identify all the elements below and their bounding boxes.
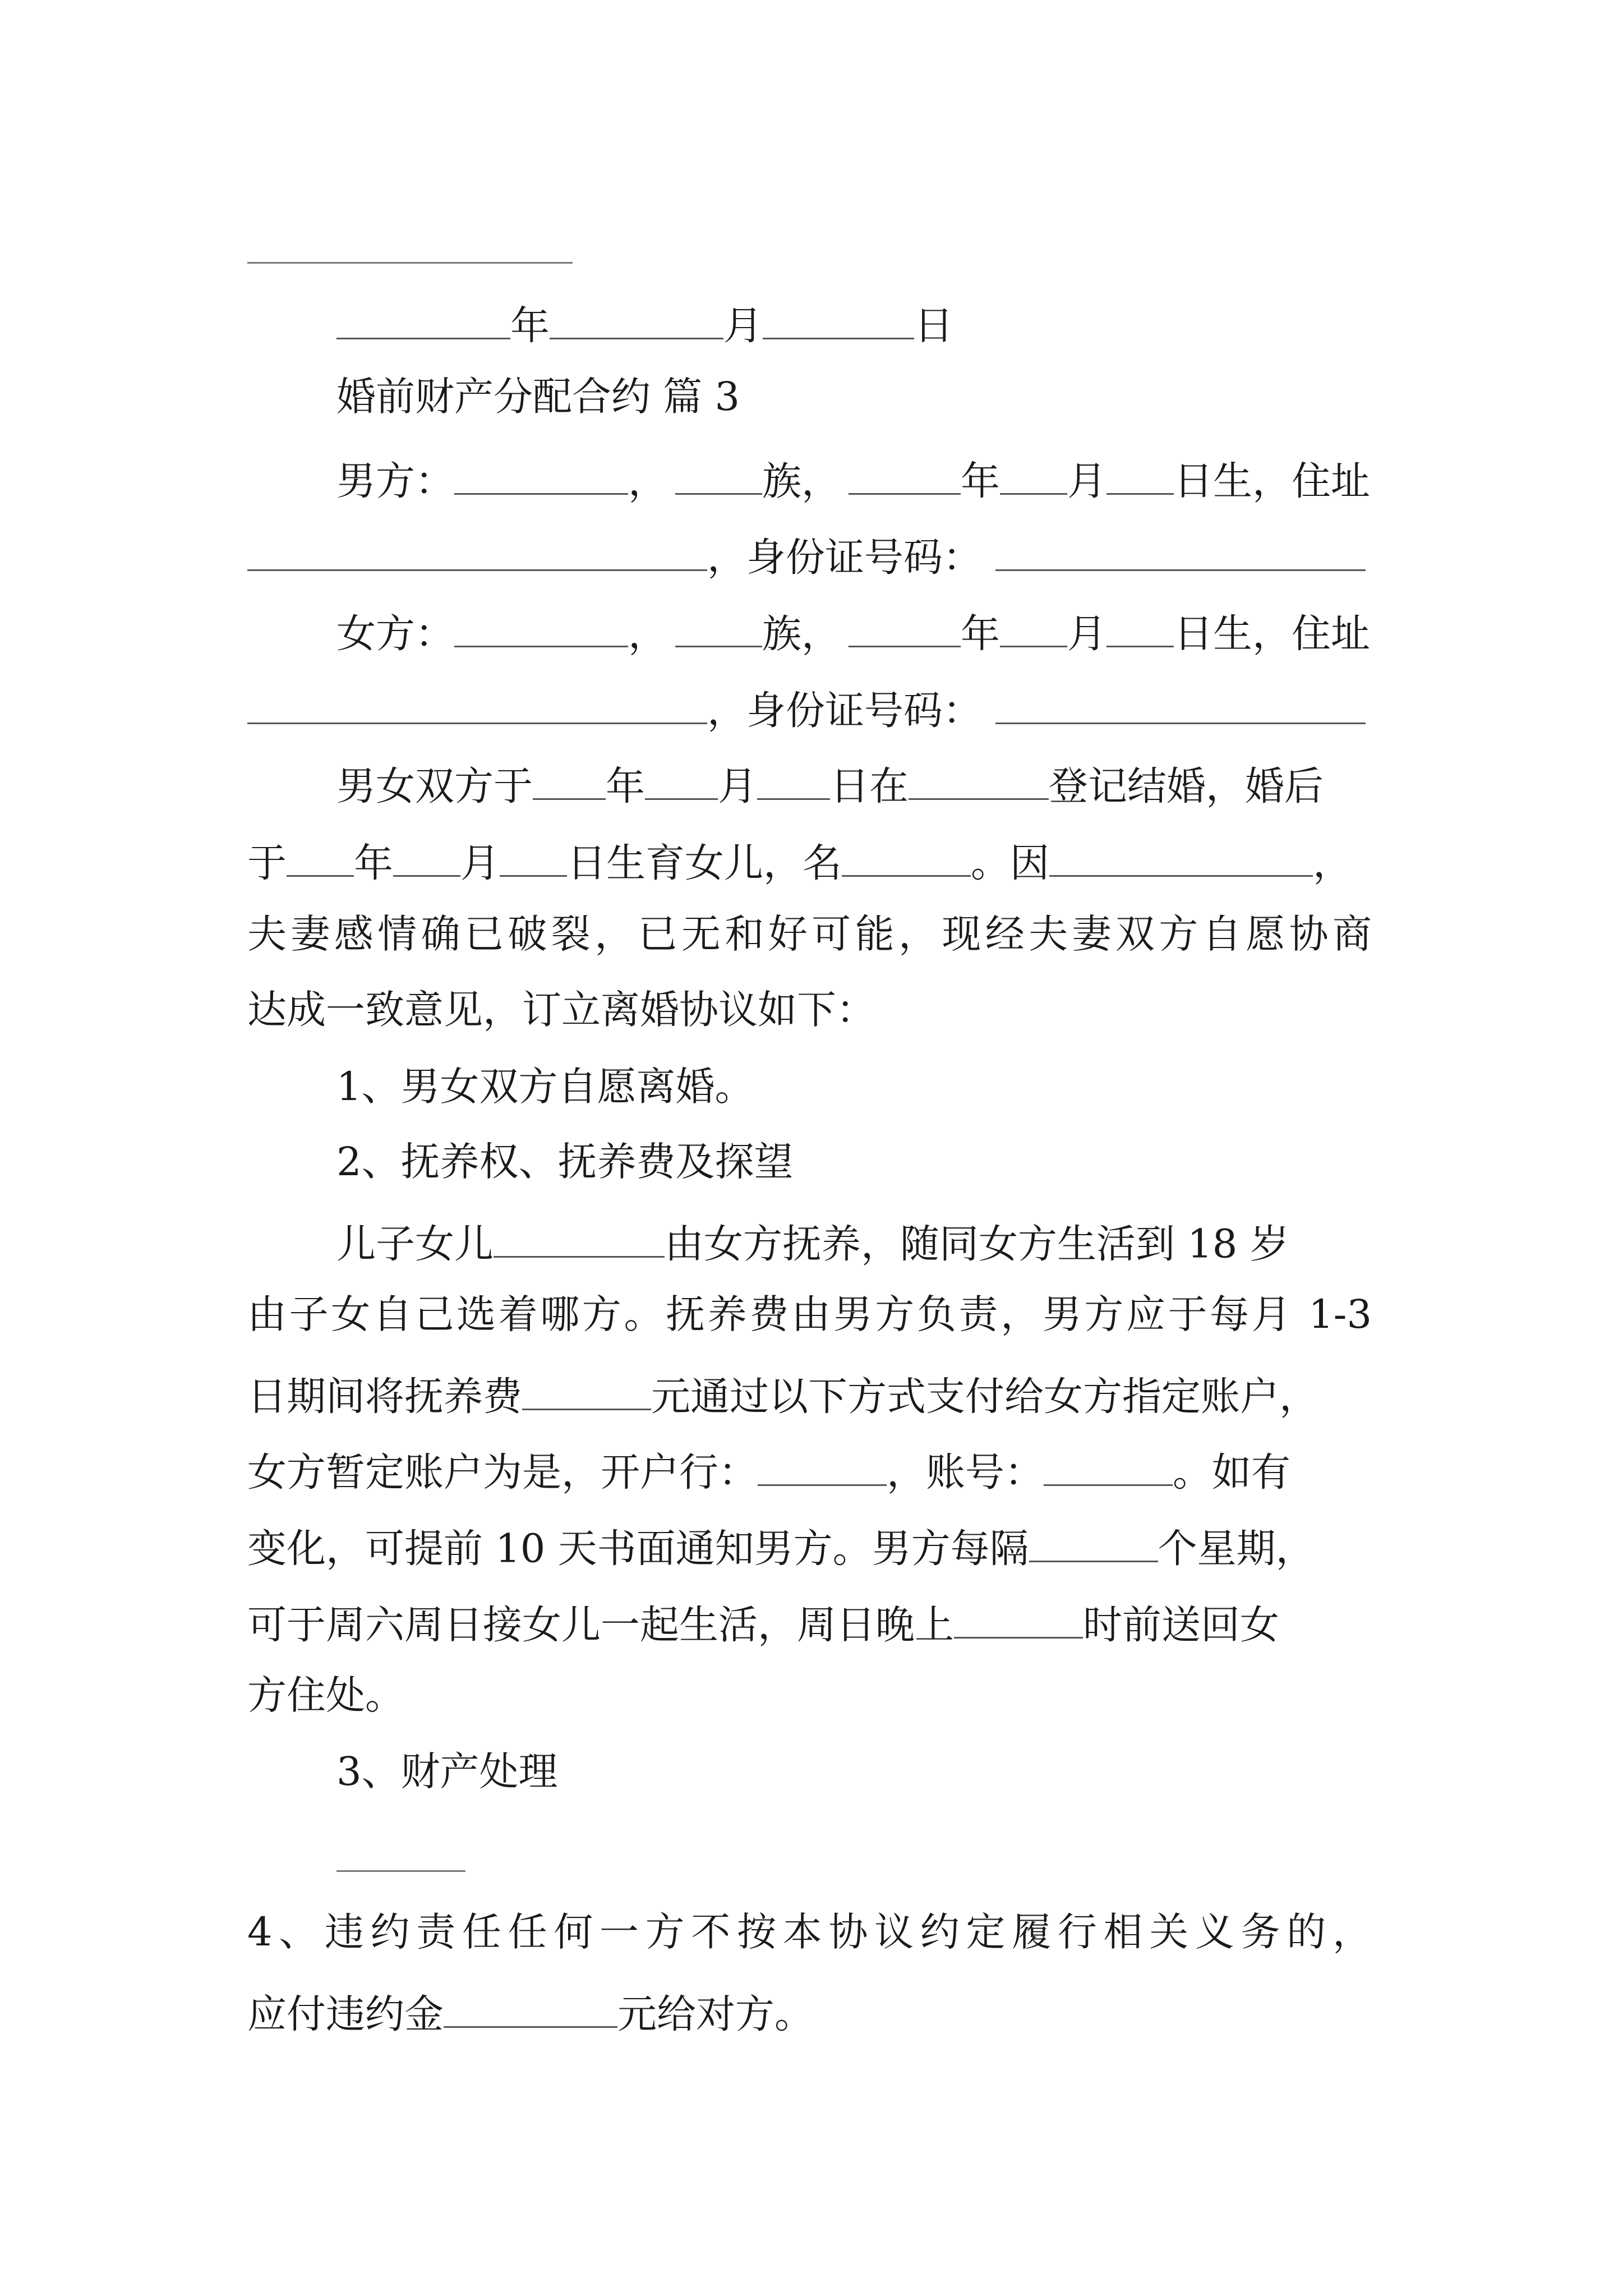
section-title: 婚前财产分配合约 篇 3: [336, 374, 740, 420]
man-id-blank: [995, 532, 1366, 571]
day-blank: [763, 300, 914, 339]
man-id-row: ，身份证号码：: [247, 532, 1366, 577]
p2-line-6: 可于周六周日接女儿一起生活，周日晚上 时前送回女: [247, 1599, 1279, 1645]
woman-name-blank: [454, 608, 628, 647]
item-2: 2、抚养权、抚养费及探望: [336, 1139, 794, 1185]
return-time-blank: [954, 1599, 1083, 1639]
account-blank: [1044, 1447, 1173, 1486]
p2-line-5: 变化，可提前 10 天书面通知男方。男方每隔 个星期，: [247, 1523, 1315, 1568]
man-address-blank: [247, 532, 707, 571]
p2-line-2: 由子女自己选着哪方。抚养费由男方负责，男方应于每月 1-3: [247, 1291, 1372, 1337]
birth-month-blank: [393, 838, 460, 877]
birth-day-blank: [500, 838, 567, 877]
p1-line-3: 夫妻感情确已破裂，已无和好可能，现经夫妻双方自愿协商: [247, 911, 1372, 957]
item-3: 3、财产处理: [336, 1749, 558, 1795]
woman-id-row: ，身份证号码：: [247, 685, 1366, 730]
man-ethnic-blank: [675, 455, 762, 495]
woman-year-blank: [849, 608, 961, 647]
p2-line-7: 方住处。: [247, 1672, 404, 1718]
man-day-blank: [1106, 455, 1174, 495]
woman-info-row: 女方： ， 族， 年 月 日生，住址: [336, 608, 1370, 654]
item-1: 1、男女双方自愿离婚。: [336, 1064, 754, 1110]
date-line: 年 月 日: [336, 300, 953, 346]
property-blank-line: [336, 1870, 465, 1872]
p1-line-1: 男女双方于 年 月 日在 登记结婚，婚后: [336, 761, 1324, 806]
woman-day-blank: [1106, 608, 1174, 647]
month-blank: [550, 300, 723, 339]
marriage-day-blank: [757, 761, 830, 800]
child-name-blank: [842, 838, 971, 877]
penalty-amount-blank: [444, 1989, 617, 2028]
p2-line-3: 日期间将抚养费 元通过以下方式支付给女方指定账户，: [247, 1371, 1318, 1416]
custody-child-blank: [494, 1218, 665, 1258]
man-year-blank: [849, 455, 961, 495]
p2-line-4: 女方暂定账户为是，开户行： ，账号： 。如有: [247, 1447, 1290, 1492]
woman-id-blank: [995, 685, 1366, 724]
reason-blank: [1049, 838, 1313, 877]
man-name-blank: [454, 455, 628, 495]
bank-blank: [758, 1447, 887, 1486]
woman-address-blank: [247, 685, 707, 724]
man-info-row: 男方： ， 族， 年 月 日生，住址: [336, 455, 1370, 501]
marriage-month-blank: [645, 761, 718, 800]
woman-ethnic-blank: [675, 608, 762, 647]
woman-month-blank: [1000, 608, 1067, 647]
item-4-line-1: 4、违约责任任何一方不按本协议约定履行相关义务的，: [247, 1909, 1372, 1955]
birth-year-blank: [287, 838, 354, 877]
p1-line-4: 达成一致意见，订立离婚协议如下：: [247, 987, 875, 1033]
marriage-place-blank: [909, 761, 1049, 800]
marriage-year-blank: [533, 761, 606, 800]
support-amount-blank: [522, 1371, 651, 1410]
item-4-line-2: 应付违约金 元给对方。: [247, 1989, 814, 2034]
visit-weeks-blank: [1029, 1523, 1158, 1562]
man-month-blank: [1000, 455, 1067, 495]
p1-line-2: 于 年 月 日生育女儿，名 。因 ，: [247, 838, 1352, 883]
year-blank: [336, 300, 510, 339]
p2-line-1: 儿子女儿 由女方抚养，随同女方生活到 18 岁: [336, 1218, 1289, 1264]
top-signature-line: [247, 262, 573, 264]
